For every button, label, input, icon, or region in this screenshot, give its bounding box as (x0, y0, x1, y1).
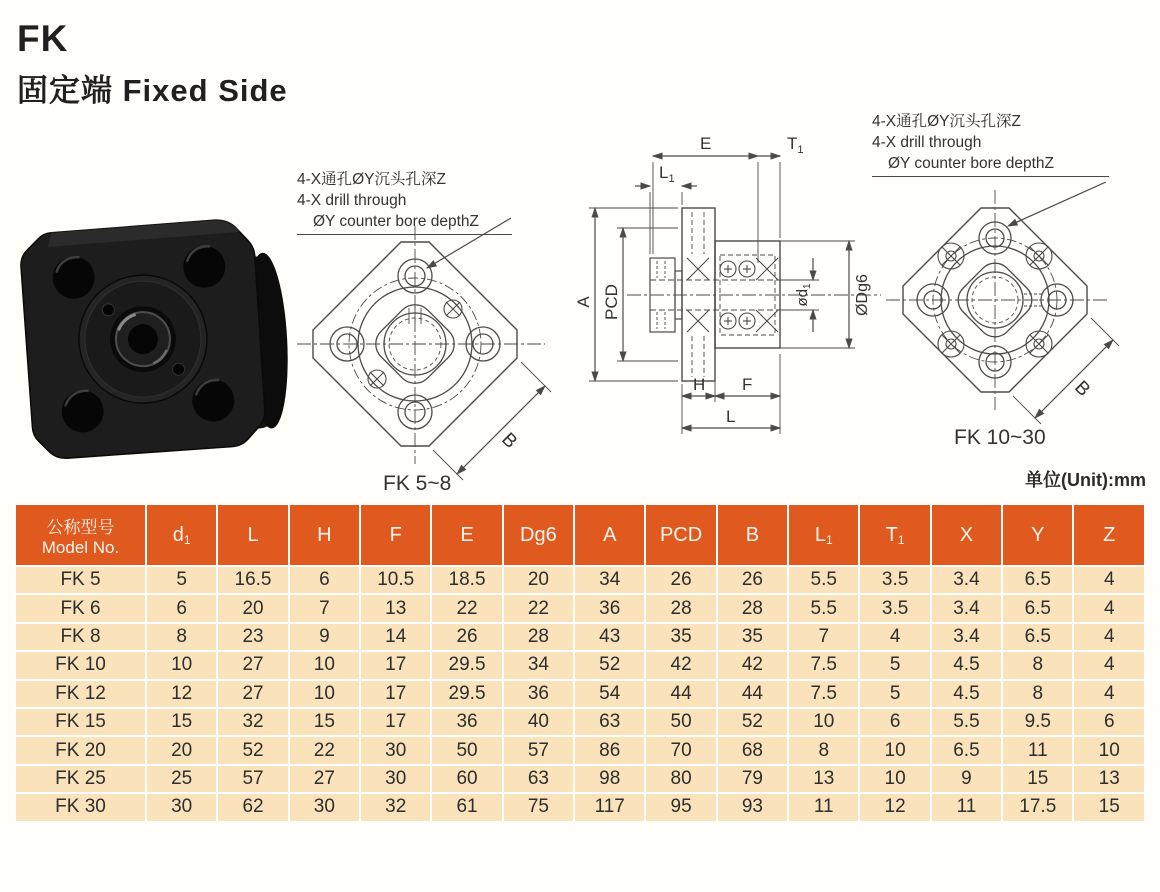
value-cell: 4 (1073, 651, 1145, 679)
value-cell: 26 (717, 566, 788, 594)
dim-b-label: B (497, 428, 522, 453)
value-cell: 93 (717, 793, 788, 821)
value-cell: 36 (574, 594, 645, 622)
value-cell: 12 (146, 680, 217, 708)
column-header: A (574, 504, 645, 566)
value-cell: 68 (717, 736, 788, 764)
value-cell: 30 (146, 793, 217, 821)
flange-unit-photo (15, 190, 307, 488)
model-no-cell: FK 5 (15, 566, 146, 594)
value-cell: 95 (645, 793, 716, 821)
value-cell: 79 (717, 765, 788, 793)
column-header: X (931, 504, 1002, 566)
value-cell: 30 (360, 736, 431, 764)
value-cell: 10 (146, 651, 217, 679)
value-cell: 10 (289, 651, 360, 679)
value-cell: 16.5 (217, 566, 288, 594)
value-cell: 6 (146, 594, 217, 622)
value-cell: 28 (503, 623, 574, 651)
front-view-large-drawing (858, 182, 1150, 454)
dim-b-label: B (1070, 376, 1095, 401)
dim-t1-label: $T_1$ (787, 134, 804, 156)
value-cell: 9 (931, 765, 1002, 793)
value-cell: 28 (645, 594, 716, 622)
unit-note: 单位(Unit):mm (1025, 470, 1146, 490)
dim-l-label: L (726, 407, 736, 426)
value-cell: 10 (289, 680, 360, 708)
value-cell: 36 (503, 680, 574, 708)
dim-f-label: F (742, 375, 753, 394)
column-header: L (217, 504, 288, 566)
dim-h-label: H (693, 375, 706, 394)
dim-pcd-label: PCD (602, 284, 621, 320)
value-cell: 7 (289, 594, 360, 622)
value-cell: 57 (503, 736, 574, 764)
value-cell: 6 (1073, 708, 1145, 736)
value-cell: 61 (431, 793, 502, 821)
value-cell: 34 (574, 566, 645, 594)
value-cell: 17.5 (1002, 793, 1073, 821)
model-no-cell: FK 6 (15, 594, 146, 622)
value-cell: 26 (431, 623, 502, 651)
spec-table (14, 503, 1146, 823)
value-cell: 4 (1073, 623, 1145, 651)
dim-dg6-label: ØDg6 (854, 274, 871, 316)
value-cell: 6 (289, 566, 360, 594)
value-cell: 52 (574, 651, 645, 679)
value-cell: 10 (1073, 736, 1145, 764)
front-view-large-caption: FK 10~30 (954, 426, 1046, 449)
value-cell: 5 (146, 566, 217, 594)
value-cell: 7.5 (788, 651, 859, 679)
value-cell: 4 (1073, 680, 1145, 708)
value-cell: 34 (503, 651, 574, 679)
value-cell: 11 (931, 793, 1002, 821)
table-row (15, 708, 1145, 736)
value-cell: 6.5 (1002, 594, 1073, 622)
front-view-small (295, 212, 587, 509)
value-cell: 15 (1002, 765, 1073, 793)
value-cell: 8 (788, 736, 859, 764)
value-cell: 7.5 (788, 680, 859, 708)
column-header: B (717, 504, 788, 566)
value-cell: 22 (289, 736, 360, 764)
table-row (15, 651, 1145, 679)
value-cell: 17 (360, 680, 431, 708)
value-cell: 9.5 (1002, 708, 1073, 736)
column-header: Dg6 (503, 504, 574, 566)
value-cell: 15 (1073, 793, 1145, 821)
value-cell: 5.5 (788, 566, 859, 594)
table-row (15, 736, 1145, 764)
value-cell: 14 (360, 623, 431, 651)
spec-table-body (15, 566, 1145, 822)
value-cell: 20 (146, 736, 217, 764)
value-cell: 3.4 (931, 623, 1002, 651)
value-cell: 26 (645, 566, 716, 594)
model-no-cell: FK 20 (15, 736, 146, 764)
dim-l1-label: $L_1$ (659, 163, 675, 185)
dim-d1-label: $ød_1$ (794, 283, 813, 307)
value-cell: 30 (289, 793, 360, 821)
model-no-cell: FK 10 (15, 651, 146, 679)
value-cell: 12 (859, 793, 930, 821)
value-cell: 4 (859, 623, 930, 651)
value-cell: 17 (360, 651, 431, 679)
value-cell: 13 (360, 594, 431, 622)
front-view-small-drawing (295, 212, 587, 504)
front-view-small-caption: FK 5~8 (383, 472, 452, 495)
model-no-cell: FK 15 (15, 708, 146, 736)
value-cell: 54 (574, 680, 645, 708)
value-cell: 23 (217, 623, 288, 651)
value-cell: 3.5 (859, 594, 930, 622)
value-cell: 9 (289, 623, 360, 651)
front-view-large (858, 182, 1150, 459)
value-cell: 20 (217, 594, 288, 622)
value-cell: 30 (360, 765, 431, 793)
value-cell: 50 (645, 708, 716, 736)
value-cell: 32 (217, 708, 288, 736)
value-cell: 52 (217, 736, 288, 764)
value-cell: 5 (859, 680, 930, 708)
column-header: Y (1002, 504, 1073, 566)
note-line-en1: 4-X drill through (872, 133, 982, 151)
value-cell: 6.5 (1002, 623, 1073, 651)
value-cell: 42 (717, 651, 788, 679)
value-cell: 57 (217, 765, 288, 793)
column-header: PCD (645, 504, 716, 566)
model-no-cell: FK 25 (15, 765, 146, 793)
table-row (15, 765, 1145, 793)
value-cell: 63 (574, 708, 645, 736)
value-cell: 86 (574, 736, 645, 764)
value-cell: 52 (717, 708, 788, 736)
dim-e-label: E (700, 134, 712, 153)
value-cell: 5.5 (931, 708, 1002, 736)
value-cell: 5.5 (788, 594, 859, 622)
value-cell: 35 (645, 623, 716, 651)
section-view-drawing (575, 128, 887, 463)
spec-table-head (15, 504, 1145, 566)
value-cell: 15 (146, 708, 217, 736)
value-cell: 44 (645, 680, 716, 708)
value-cell: 4.5 (931, 680, 1002, 708)
column-header: 公称型号 Model No. (15, 504, 146, 566)
value-cell: 10.5 (360, 566, 431, 594)
table-row (15, 680, 1145, 708)
value-cell: 13 (1073, 765, 1145, 793)
value-cell: 22 (431, 594, 502, 622)
column-header: $L_1$ (788, 504, 859, 566)
value-cell: 8 (146, 623, 217, 651)
value-cell: 3.4 (931, 594, 1002, 622)
value-cell: 20 (503, 566, 574, 594)
value-cell: 3.5 (859, 566, 930, 594)
table-row (15, 793, 1145, 821)
value-cell: 10 (859, 765, 930, 793)
value-cell: 43 (574, 623, 645, 651)
value-cell: 5 (859, 651, 930, 679)
value-cell: 13 (788, 765, 859, 793)
value-cell: 35 (717, 623, 788, 651)
note-line-cn: 4-X通孔ØY沉头孔深Z (297, 171, 446, 188)
value-cell: 80 (645, 765, 716, 793)
value-cell: 29.5 (431, 680, 502, 708)
value-cell: 4 (1073, 566, 1145, 594)
value-cell: 8 (1002, 680, 1073, 708)
note-line-en1: 4-X drill through (297, 191, 407, 209)
value-cell: 6.5 (931, 736, 1002, 764)
value-cell: 27 (217, 680, 288, 708)
model-no-cell: FK 8 (15, 623, 146, 651)
dim-a-label: A (575, 296, 593, 308)
value-cell: 10 (859, 736, 930, 764)
value-cell: 27 (289, 765, 360, 793)
value-cell: 42 (645, 651, 716, 679)
column-header: $T_1$ (859, 504, 930, 566)
note-line-en2: ØY counter bore depthZ (872, 154, 1109, 177)
value-cell: 3.4 (931, 566, 1002, 594)
value-cell: 22 (503, 594, 574, 622)
counterbore-note-right (872, 112, 1109, 177)
value-cell: 63 (503, 765, 574, 793)
value-cell: 32 (360, 793, 431, 821)
table-row (15, 623, 1145, 651)
note-line-en2: ØY counter bore depthZ (297, 212, 512, 235)
model-no-cell: FK 30 (15, 793, 146, 821)
value-cell: 8 (1002, 651, 1073, 679)
value-cell: 28 (717, 594, 788, 622)
title-block (17, 20, 288, 110)
page-title: FK (17, 18, 69, 59)
column-header: $d_1$ (146, 504, 217, 566)
value-cell: 25 (146, 765, 217, 793)
value-cell: 6.5 (1002, 566, 1073, 594)
value-cell: 18.5 (431, 566, 502, 594)
value-cell: 40 (503, 708, 574, 736)
value-cell: 60 (431, 765, 502, 793)
note-line-cn: 4-X通孔ØY沉头孔深Z (872, 113, 1021, 130)
value-cell: 36 (431, 708, 502, 736)
value-cell: 29.5 (431, 651, 502, 679)
value-cell: 7 (788, 623, 859, 651)
value-cell: 6 (859, 708, 930, 736)
value-cell: 27 (217, 651, 288, 679)
value-cell: 10 (788, 708, 859, 736)
value-cell: 11 (1002, 736, 1073, 764)
page-subtitle: 固定端 Fixed Side (17, 72, 288, 108)
value-cell: 15 (289, 708, 360, 736)
column-header: E (431, 504, 502, 566)
value-cell: 44 (717, 680, 788, 708)
section-view (575, 128, 887, 468)
value-cell: 4.5 (931, 651, 1002, 679)
table-row (15, 594, 1145, 622)
table-row (15, 566, 1145, 594)
product-photo (15, 190, 307, 493)
value-cell: 17 (360, 708, 431, 736)
column-header: H (289, 504, 360, 566)
model-no-cell: FK 12 (15, 680, 146, 708)
value-cell: 50 (431, 736, 502, 764)
value-cell: 98 (574, 765, 645, 793)
column-header: Z (1073, 504, 1145, 566)
column-header: F (360, 504, 431, 566)
value-cell: 4 (1073, 594, 1145, 622)
value-cell: 70 (645, 736, 716, 764)
value-cell: 75 (503, 793, 574, 821)
value-cell: 11 (788, 793, 859, 821)
value-cell: 62 (217, 793, 288, 821)
value-cell: 117 (574, 793, 645, 821)
